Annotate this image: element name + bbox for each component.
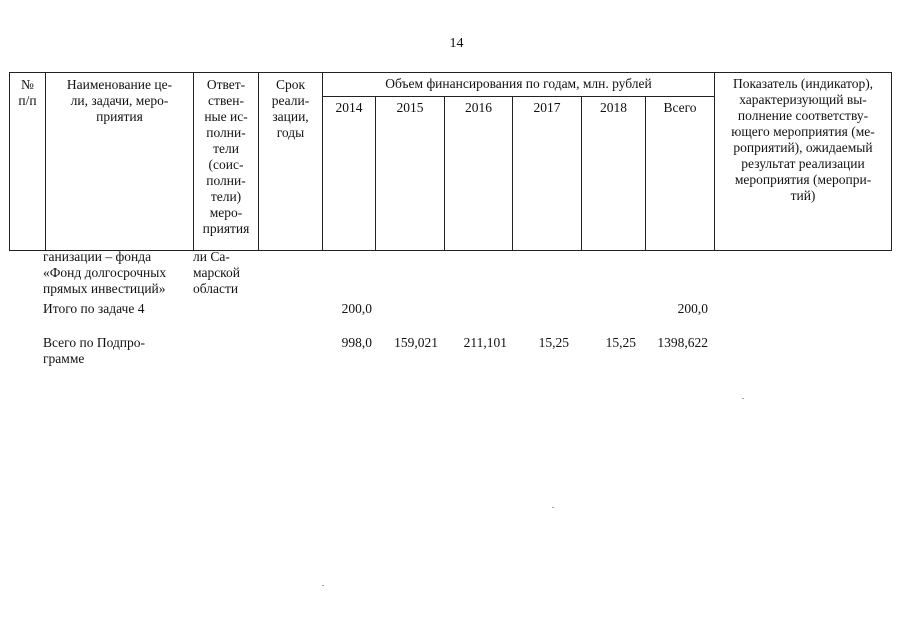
continuation-name-line: «Фонд долгосрочных [43,265,167,280]
header-responsible-line: тели) [210,189,242,204]
header-responsible-line: тели [213,141,239,156]
header-year-2016: 2016 [445,97,513,251]
row-name [43,335,191,367]
continuation-responsible-line: ли Са- [193,249,230,264]
row-value-2014: 200,0 [341,301,372,316]
scan-speck [322,585,324,586]
header-indicator-line: ющего мероприятия (ме- [731,124,875,139]
continuation-name [43,249,191,297]
header-responsible-line: ствен- [208,93,244,108]
page-number: 14 [449,36,464,51]
header-indicator-line: характеризующий вы- [739,92,867,107]
header-responsible [194,73,259,251]
row-value-2014: 998,0 [341,335,372,350]
continuation-responsible-line: области [193,281,239,296]
header-year-2015: 2015 [376,97,445,251]
header-year-total: Всего [646,97,715,251]
header-indicator-line: полнение соответству- [737,108,869,123]
header-name-line: Наименование це- [66,77,173,92]
row-value-2018: 15,25 [605,335,636,350]
row-value-total: 1398,622 [657,335,708,350]
scan-speck [742,398,744,399]
header-responsible-line: (соис- [208,157,244,172]
header-year-2018: 2018 [582,97,646,251]
row-name [43,301,191,317]
header-indicator-line: роприятий), ожидаемый [733,140,873,155]
header-term-line: реали- [271,93,310,108]
scan-speck [552,507,554,508]
row-name-line: Итого по задаче 4 [43,301,145,316]
row-name-line: грамме [43,351,85,366]
header-responsible-line: ные ис- [204,109,248,124]
header-number-line: № [21,77,34,92]
header-term-line: Срок [275,77,306,92]
header-responsible-line: меро- [209,205,243,220]
header-term-line: зации, [272,109,309,124]
header-name-line: приятия [96,109,143,124]
header-name-line: ли, задачи, меро- [70,93,169,108]
continuation-name-line: ганизации – фонда [43,249,152,264]
continuation-responsible [193,249,263,297]
header-year-2017: 2017 [513,97,582,251]
header-responsible-line: полни- [206,125,246,140]
header-table [9,72,892,251]
header-row-top [10,73,892,97]
row-value-2016: 211,101 [463,335,507,350]
header-indicator-line: мероприятия (меропри- [734,172,872,187]
header-indicator [715,73,892,251]
header-year-2014: 2014 [323,97,376,251]
header-responsible-line: Ответ- [206,77,246,92]
header-name [46,73,194,251]
header-financing: Объем финансирования по годам, млн. рублей [323,73,715,97]
header-number-line: п/п [18,93,37,108]
continuation-name-line: прямых инвестиций» [43,281,166,296]
header-number [10,73,46,251]
header-term [259,73,323,251]
header-indicator-line: тий) [790,188,816,203]
header-indicator-line: результат реализации [741,156,865,171]
header-indicator-line: Показатель (индикатор), [732,76,874,91]
header-term-line: годы [276,125,305,140]
row-value-2015: 159,021 [394,335,438,350]
header-responsible-line: полни- [206,173,246,188]
header-responsible-line: приятия [202,221,250,236]
continuation-responsible-line: марской [193,265,241,280]
row-value-total: 200,0 [677,301,708,316]
row-value-2017: 15,25 [538,335,569,350]
row-name-line: Всего по Подпро- [43,335,146,350]
